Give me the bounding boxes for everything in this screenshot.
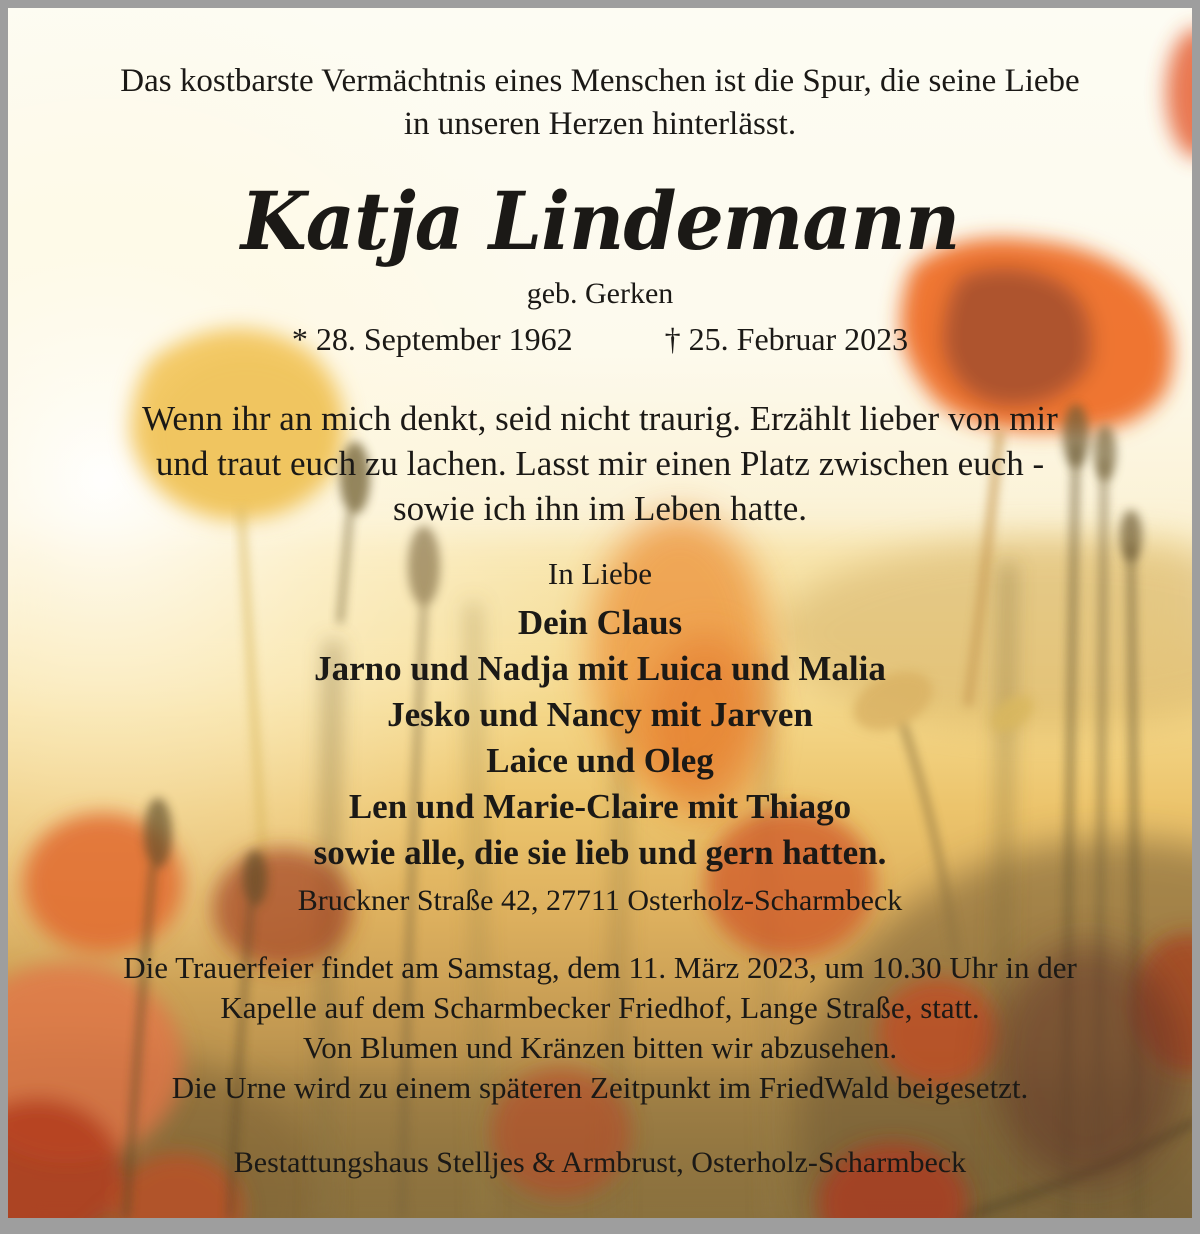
obituary-notice — [8, 8, 1192, 1218]
mourner-line: Len und Marie-Claire mit Thiago — [348, 787, 852, 826]
deceased-name: Katja Lindemann — [240, 174, 960, 268]
mourner-line: Jesko und Nancy mit Jarven — [387, 695, 813, 734]
maiden-name: geb. Gerken — [526, 277, 674, 310]
mourner-line: Jarno und Nadja mit Luica und Malia — [314, 649, 886, 688]
funeral-line-1: Die Trauerfeier findet am Samstag, dem 11. März 2023, um 10.30 Uhr in der — [123, 950, 1077, 985]
epigraph-line-1: Das kostbarste Vermächtnis eines Menschen ist die Spur, die seine Liebe — [120, 63, 1080, 99]
funeral-line-2: Kapelle auf dem Scharmbecker Friedhof, Lange Straße, statt. — [220, 990, 980, 1025]
poem-line-2: und traut euch zu lachen. Lasst mir einen Platz zwischen euch - — [155, 444, 1045, 483]
poem-line-3: sowie ich ihn im Leben hatte. — [392, 489, 808, 528]
mourner-line: sowie alle, die sie lieb und gern hatten. — [313, 833, 887, 872]
mourner-line: Laice und Oleg — [486, 741, 714, 780]
funeral-line-3: Von Blumen und Kränzen bitten wir abzusehen. — [302, 1030, 898, 1065]
birth-date: * 28. September 1962 — [291, 321, 573, 357]
mourner-line: Dein Claus — [517, 603, 683, 642]
memorial-poem — [8, 396, 1192, 531]
death-date: † 25. Februar 2023 — [664, 321, 909, 357]
funeral-details — [8, 948, 1192, 1108]
poem-line-1: Wenn ihr an mich denkt, seid nicht traurig. Erzählt lieber von mir — [142, 399, 1058, 438]
life-dates — [8, 318, 1192, 360]
funeral-home: Bestattungshaus Stelljes & Armbrust, Osterholz-Scharmbeck — [233, 1146, 967, 1179]
closing-phrase: In Liebe — [547, 556, 653, 591]
epigraph — [8, 60, 1192, 146]
epigraph-line-2: in unseren Herzen hinterlässt. — [403, 106, 797, 142]
family-address: Bruckner Straße 42, 27711 Osterholz-Scharmbeck — [297, 884, 903, 917]
funeral-line-4: Die Urne wird zu einem späteren Zeitpunkt im FriedWald beigesetzt. — [171, 1070, 1029, 1105]
mourners-list — [8, 600, 1192, 876]
